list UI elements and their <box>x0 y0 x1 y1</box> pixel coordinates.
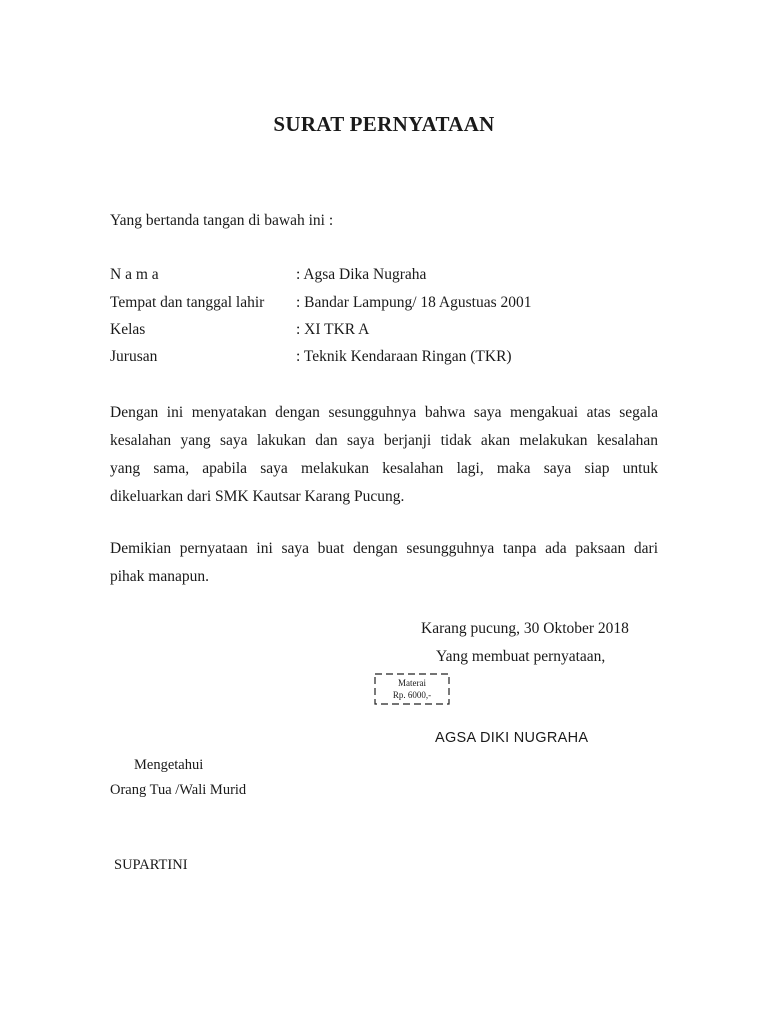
field-value: : Teknik Kendaraan Ringan (TKR) <box>296 348 512 365</box>
stamp-box <box>374 673 450 705</box>
paragraph-line: dikeluarkan dari SMK Kautsar Karang Pucung. <box>110 488 405 505</box>
parent-label: Orang Tua /Wali Murid <box>110 782 247 798</box>
paragraph-line: Demikian pernyataan ini saya buat dengan sesungguhnya tanpa ada paksaan dari <box>110 540 658 557</box>
field-value: : Agsa Dika Nugraha <box>296 266 427 283</box>
stamp-line: Rp. 6000,- <box>392 690 432 700</box>
paragraph-line: Dengan ini menyatakan dengan sesungguhnya bahwa saya mengakuai atas segala <box>110 404 658 421</box>
field-label: N a m a <box>110 266 159 283</box>
field-value: : XI TKR A <box>296 321 370 338</box>
statement-paragraph <box>110 399 658 511</box>
field-label: Jurusan <box>110 348 158 365</box>
acknowledge-label: Mengetahui <box>134 757 204 773</box>
signer-name: AGSA DIKI NUGRAHA <box>435 730 589 746</box>
paragraph-line: pihak manapun. <box>110 568 210 585</box>
maker-label: Yang membuat pernyataan, <box>436 648 606 665</box>
intro-text: Yang bertanda tangan di bawah ini : <box>110 212 334 229</box>
stamp-line: Materai <box>398 678 426 688</box>
paragraph-line: yang sama, apabila saya melakukan kesalahan lagi, maka saya siap untuk <box>110 460 658 477</box>
place-date: Karang pucung, 30 Oktober 2018 <box>421 620 629 637</box>
paragraph-line: kesalahan yang saya lakukan dan saya berjanji tidak akan melakukan kesalahan <box>110 432 658 449</box>
field-label: Tempat dan tanggal lahir <box>110 294 265 311</box>
document-title: SURAT PERNYATAAN <box>273 112 495 136</box>
field-value: : Bandar Lampung/ 18 Agustuas 2001 <box>296 294 532 311</box>
field-label: Kelas <box>110 321 146 338</box>
closing-paragraph <box>110 535 658 591</box>
parent-name: SUPARTINI <box>114 857 188 873</box>
